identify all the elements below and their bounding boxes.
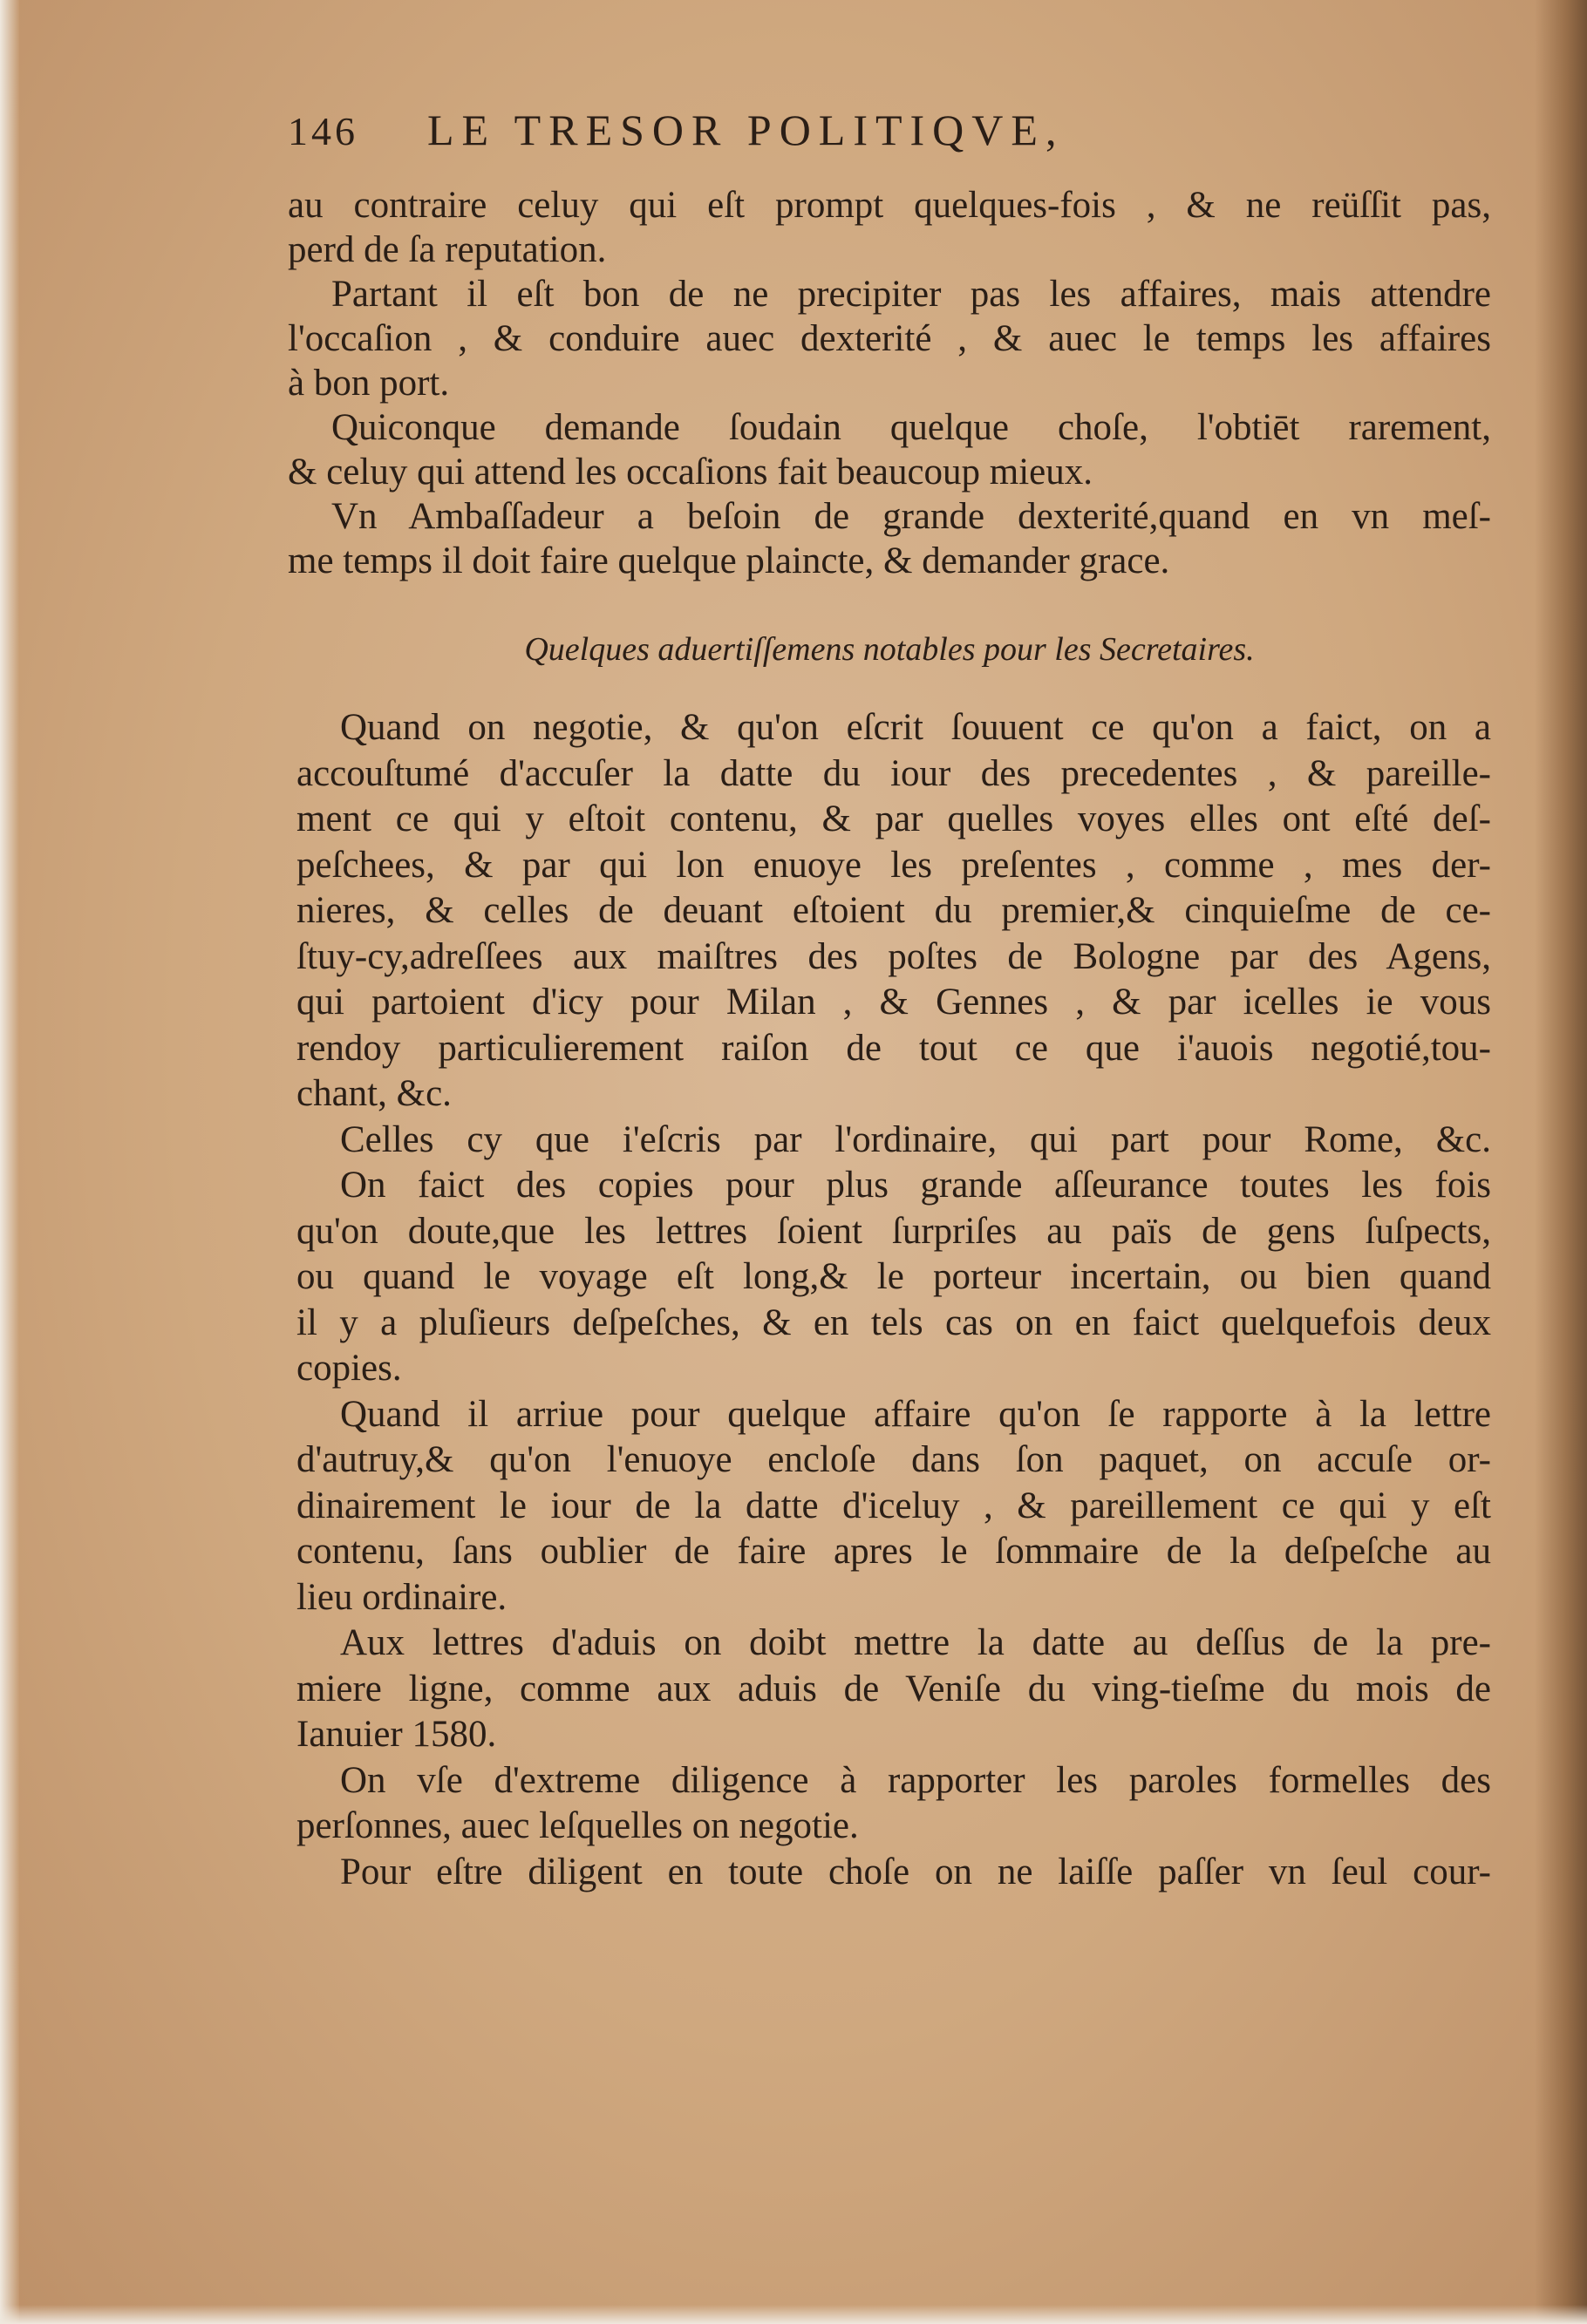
text-line: lieu ordinaire. <box>296 1576 507 1618</box>
text-line: ſtuy-cy,adreſſees aux maiſtres des poſtes de Bologne par des Agens, <box>296 935 1491 977</box>
text-line: On vſe d'extreme diligence à rapporter les paroles formelles des <box>340 1759 1491 1801</box>
text-line: Quand il arriue pour quelque affaire qu'on ſe rapporte à la lettre <box>340 1393 1491 1435</box>
text-line: Partant il eſt bon de ne precipiter pas les affaires, mais attendre <box>331 274 1491 315</box>
text-line: copies. <box>296 1348 402 1389</box>
text-line: il y a pluſieurs deſpeſches, & en tels cas on en faict quelquefois deux <box>296 1301 1491 1343</box>
text-line: peſchees, & par qui lon enuoye les preſentes , comme , mes der- <box>296 844 1491 886</box>
passage-1 <box>288 183 1491 583</box>
page-number: 146 <box>288 109 358 153</box>
text-line: me temps il doit faire quelque plaincte, & demander grace. <box>288 540 1170 581</box>
running-head <box>288 105 1491 183</box>
text-line: à bon port. <box>288 363 450 404</box>
text-line: nieres, & celles de deuant eſtoient du premier,& cinquieſme de ce- <box>296 890 1491 931</box>
text-line: Quand on negotie, & qu'on eſcrit ſouuent ce qu'on a faict, on a <box>340 707 1491 748</box>
page-bottom-margin <box>0 2305 1587 2324</box>
text-line: On faict des copies pour plus grande aſſeurance toutes les fois <box>340 1165 1491 1206</box>
text-line: Pour eſtre diligent en toute choſe on ne laiſſe paſſer vn ſeul cour- <box>340 1851 1491 1892</box>
passage-2 <box>288 705 1491 1895</box>
text-line: rendoy particulierement raiſon de tout ce que i'auois negotié,tou- <box>296 1027 1491 1069</box>
text-line: Vn Ambaſſadeur a beſoin de grande dexterité,quand en vn meſ- <box>331 496 1491 537</box>
text-line: accouſtumé d'accuſer la datte du iour des precedentes , & pareille- <box>296 752 1491 794</box>
text-line: Quiconque demande ſoudain quelque choſe, l'obtiēt rarement, <box>331 407 1491 448</box>
text-line: Aux lettres d'aduis on doibt mettre la datte au deſſus de la pre- <box>340 1622 1491 1663</box>
text-line: miere ligne, comme aux aduis de Veniſe du ving-tieſme du mois de <box>296 1668 1491 1709</box>
page-binding-shadow <box>1535 0 1587 2324</box>
text-block <box>288 105 1491 1895</box>
running-title: LE TRESOR POLITIQVE, <box>427 105 1065 154</box>
text-line: chant, &c. <box>296 1073 452 1114</box>
section-heading: Quelques aduertiſſemens notables pour les Secretaires. <box>524 631 1255 668</box>
text-line: dinairement le iour de la datte d'iceluy , & pareillement ce qui y eſt <box>296 1485 1491 1526</box>
text-line: au contraire celuy qui eſt prompt quelques-fois , & ne reüſſit pas, <box>288 185 1491 226</box>
text-line: Celles cy que i'eſcris par l'ordinaire, qui part pour Rome, &c. <box>340 1118 1491 1160</box>
text-line: perſonnes, auec leſquelles on negotie. <box>296 1805 859 1846</box>
text-line: ou quand le voyage eſt long,& le porteur incertain, ou bien quand <box>296 1256 1491 1297</box>
text-line: ment ce qui y eſtoit contenu, & par quelles voyes elles ont eſté deſ- <box>296 798 1491 839</box>
text-line: Ianuier 1580. <box>296 1714 497 1755</box>
text-line: contenu, ſans oublier de faire apres le ſommaire de la deſpeſche au <box>296 1531 1491 1572</box>
text-line: d'autruy,& qu'on l'enuoye encloſe dans ſon paquet, on accuſe or- <box>296 1439 1491 1480</box>
text-line: & celuy qui attend les occaſions fait beaucoup mieux. <box>288 452 1093 493</box>
page-left-margin <box>0 0 19 2324</box>
text-line: qui partoient d'icy pour Milan , & Gennes , & par icelles ie vous <box>296 982 1491 1023</box>
text-line: l'occaſion , & conduire auec dexterité , & auec le temps les affaires <box>288 318 1491 359</box>
text-line: qu'on doute,que les lettres ſoient ſurpriſes au païs de gens ſuſpects, <box>296 1210 1491 1252</box>
text-line: perd de ſa reputation. <box>288 229 607 270</box>
